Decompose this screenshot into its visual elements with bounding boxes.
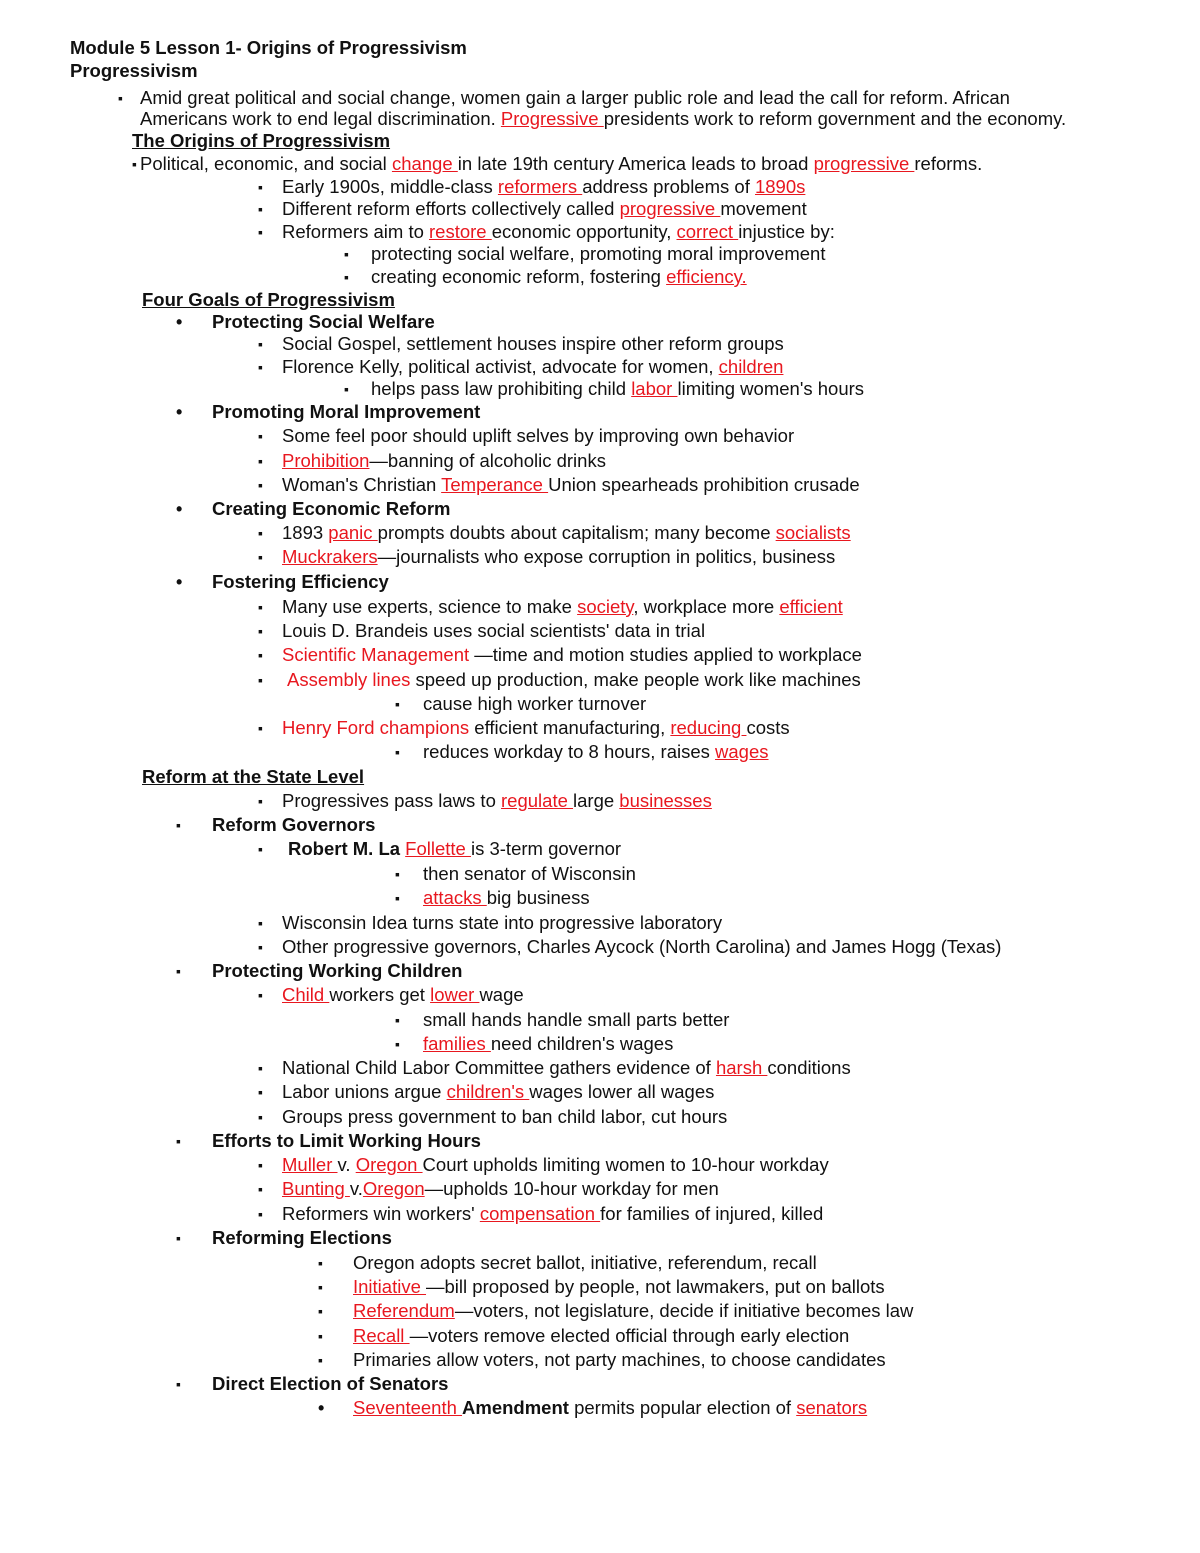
text-line (353, 1349, 886, 1371)
heading-text: Direct Election of Senators (212, 1373, 449, 1394)
fill-in-answer: businesses (619, 790, 712, 811)
fill-in-answer: Follette (405, 838, 471, 859)
text-line (282, 198, 807, 220)
fill-in-answer: Prohibition (282, 450, 370, 471)
text-line (142, 289, 395, 311)
square-bullet-icon: ▪ (258, 1084, 263, 1100)
line-text: speed up production, make people work like machines (415, 669, 861, 690)
line-text: Reformers aim to (282, 221, 430, 242)
line-text: large (573, 790, 620, 811)
fill-in-answer: children's (446, 1081, 530, 1102)
fill-in-answer: labor (631, 378, 678, 399)
line-text: 1893 (282, 522, 329, 543)
square-bullet-icon: ▪ (395, 1036, 400, 1052)
line-text: Louis D. Brandeis uses social scientists' data in trial (282, 620, 706, 641)
line-text: creating economic reform, fostering (371, 266, 667, 287)
square-bullet-icon: ▪ (258, 987, 263, 1003)
square-bullet-icon: ▪ (258, 359, 263, 375)
fill-in-answer: Temperance (441, 474, 549, 495)
line-text: Americans work to end legal discrimination. (140, 108, 501, 129)
line-text: Oregon adopts secret ballot, initiative, referendum, recall (353, 1252, 817, 1273)
heading-text: Reform Governors (212, 814, 376, 835)
line-text: —bill proposed by people, not lawmakers, put on ballots (426, 1276, 885, 1297)
heading-text: Protecting Working Children (212, 960, 463, 981)
line-text: Court upholds limiting women to 10-hour workday (422, 1154, 829, 1175)
line-text: —time and motion studies applied to workplace (474, 644, 862, 665)
line-text: wage (479, 984, 524, 1005)
line-text: prompts doubts about capitalism; many become (377, 522, 776, 543)
fill-in-answer: regulate (501, 790, 574, 811)
text-line (212, 960, 462, 982)
text-line (282, 620, 705, 642)
line-text: Other progressive governors, Charles Aycock (North Carolina) and James Hogg (Texas) (282, 936, 1002, 957)
square-bullet-icon: ▪ (258, 428, 263, 444)
square-bullet-icon: ▪ (258, 201, 263, 217)
line-text: costs (746, 717, 790, 738)
fill-in-answer: attacks (423, 887, 487, 908)
text-line (282, 333, 784, 355)
text-line (140, 87, 1010, 109)
square-bullet-icon: ▪ (258, 1181, 263, 1197)
square-bullet-icon: ▪ (258, 841, 263, 857)
fill-in-answer: Scientific Management (282, 644, 475, 665)
line-text: Woman's Christian (282, 474, 442, 495)
line-text: helps pass law prohibiting child (371, 378, 632, 399)
line-text: reduces workday to 8 hours, raises (423, 741, 716, 762)
fill-in-answer: compensation (479, 1203, 601, 1224)
text-line (132, 130, 390, 152)
square-bullet-icon: ▪ (395, 1012, 400, 1028)
fill-in-answer: Assembly lines (287, 669, 416, 690)
fill-in-answer: panic (328, 522, 378, 543)
line-text: Wisconsin Idea turns state into progressive laboratory (282, 912, 723, 933)
line-text: Primaries allow voters, not party machines, to choose candidates (353, 1349, 886, 1370)
text-line (282, 356, 783, 378)
text-line (212, 1373, 448, 1395)
text-line (282, 984, 524, 1006)
heading-text: The Origins of Progressivism (132, 130, 391, 151)
text-line (282, 546, 835, 568)
square-bullet-icon: ▪ (118, 90, 123, 106)
square-bullet-icon: ▪ (258, 623, 263, 639)
text-line (353, 1325, 849, 1347)
square-bullet-icon: ▪ (132, 156, 137, 172)
text-line (423, 1033, 673, 1055)
heading-text: Protecting Social Welfare (212, 311, 435, 332)
line-text: Some feel poor should uplift selves by improving own behavior (282, 425, 795, 446)
line-text: , workplace more (633, 596, 780, 617)
text-line (353, 1276, 885, 1298)
text-line (212, 814, 375, 836)
text-line (423, 1009, 729, 1031)
fill-in-answer: Progressive (500, 108, 604, 129)
text-line (353, 1300, 913, 1322)
fill-in-answer: senators (796, 1397, 868, 1418)
round-bullet-icon: • (176, 572, 183, 592)
fill-in-answer: progressive (813, 153, 915, 174)
line-text: injustice by: (738, 221, 835, 242)
text-line (282, 596, 843, 618)
square-bullet-icon: ▪ (258, 336, 263, 352)
fill-in-answer: Child (282, 984, 330, 1005)
heading-text: Promoting Moral Improvement (212, 401, 481, 422)
square-bullet-icon: ▪ (318, 1303, 323, 1319)
line-text: cause high worker turnover (423, 693, 647, 714)
text-line (371, 378, 864, 400)
line-text: efficient manufacturing, (474, 717, 671, 738)
text-line (282, 1178, 719, 1200)
fill-in-answer: Seventeenth (353, 1397, 463, 1418)
line-text: Reformers win workers' (282, 1203, 480, 1224)
text-line (282, 644, 862, 666)
text-line (212, 571, 389, 593)
square-bullet-icon: ▪ (395, 744, 400, 760)
text-line (282, 1154, 829, 1176)
square-bullet-icon: ▪ (176, 1376, 181, 1392)
text-line (282, 912, 722, 934)
line-text: reforms. (914, 153, 983, 174)
line-text: protecting social welfare, promoting moral improvement (371, 243, 826, 264)
text-line (423, 693, 646, 715)
line-text: —upholds 10-hour workday for men (424, 1178, 719, 1199)
fill-in-answer: Referendum (353, 1300, 455, 1321)
square-bullet-icon: ▪ (176, 1133, 181, 1149)
fill-in-answer: reducing (670, 717, 747, 738)
page-title: Module 5 Lesson 1- Origins of Progressivism (70, 37, 467, 58)
line-text: small hands handle small parts better (423, 1009, 730, 1030)
text-line (282, 1081, 714, 1103)
square-bullet-icon: ▪ (258, 647, 263, 663)
square-bullet-icon: ▪ (258, 720, 263, 736)
text-line (212, 498, 451, 520)
fill-in-answer: harsh (715, 1057, 768, 1078)
line-text: wages lower all wages (529, 1081, 715, 1102)
text-line (212, 311, 435, 333)
text-line (140, 108, 1066, 130)
fill-in-answer: efficiency. (666, 266, 747, 287)
fill-in-answer: efficient (779, 596, 843, 617)
line-text: Progressives pass laws to (282, 790, 502, 811)
line-text: Labor unions argue (282, 1081, 447, 1102)
text-line (212, 1227, 392, 1249)
text-line (282, 474, 860, 496)
text-line (423, 887, 590, 909)
text-line (282, 717, 790, 739)
text-line (423, 741, 769, 763)
fill-in-answer: Bunting (282, 1178, 350, 1199)
line-text: —banning of alcoholic drinks (369, 450, 606, 471)
fill-in-answer: wages (715, 741, 769, 762)
line-text: workers get (329, 984, 431, 1005)
line-text: v. (349, 1178, 363, 1199)
square-bullet-icon: ▪ (395, 696, 400, 712)
fill-in-answer: society (577, 596, 634, 617)
square-bullet-icon: ▪ (258, 477, 263, 493)
square-bullet-icon: ▪ (176, 1230, 181, 1246)
text-line (282, 221, 835, 243)
square-bullet-icon: ▪ (318, 1328, 323, 1344)
fill-in-answer: Muckrakers (282, 546, 378, 567)
line-text: Early 1900s, middle-class (282, 176, 498, 197)
line-text: then senator of Wisconsin (423, 863, 636, 884)
line-text: v. (337, 1154, 356, 1175)
square-bullet-icon: ▪ (318, 1255, 323, 1271)
line-text: Amid great political and social change, women gain a larger public role and lead the call for reform. African (140, 87, 1010, 108)
square-bullet-icon: ▪ (258, 915, 263, 931)
heading-text: Reforming Elections (212, 1227, 392, 1248)
fill-in-answer: correct (676, 221, 739, 242)
square-bullet-icon: ▪ (258, 525, 263, 541)
line-text: Groups press government to ban child labor, cut hours (282, 1106, 728, 1127)
line-text: for families of injured, killed (600, 1203, 824, 1224)
square-bullet-icon: ▪ (176, 963, 181, 979)
line-text: National Child Labor Committee gathers evidence of (282, 1057, 716, 1078)
round-bullet-icon: • (176, 402, 183, 422)
text-line (142, 766, 364, 788)
square-bullet-icon: ▪ (258, 549, 263, 565)
text-line (288, 838, 621, 860)
page-subtitle: Progressivism (70, 60, 198, 81)
text-line (353, 1397, 867, 1419)
fill-in-answer: reformers (497, 176, 583, 197)
round-bullet-icon: • (318, 1398, 325, 1418)
line-text: conditions (767, 1057, 851, 1078)
line-text: need children's wages (490, 1033, 674, 1054)
text-line (282, 936, 1001, 958)
round-bullet-icon: • (176, 499, 183, 519)
square-bullet-icon: ▪ (258, 224, 263, 240)
text-line (371, 266, 747, 288)
line-text: Union spearheads prohibition crusade (548, 474, 860, 495)
square-bullet-icon: ▪ (258, 793, 263, 809)
square-bullet-icon: ▪ (395, 866, 400, 882)
square-bullet-icon: ▪ (344, 246, 349, 262)
heading-text: Four Goals of Progressivism (142, 289, 395, 310)
line-text: Social Gospel, settlement houses inspire other reform groups (282, 333, 784, 354)
line-text: presidents work to reform government and the economy. (603, 108, 1067, 129)
fill-in-answer: Muller (282, 1154, 338, 1175)
square-bullet-icon: ▪ (258, 1109, 263, 1125)
square-bullet-icon: ▪ (395, 890, 400, 906)
text-line (353, 1252, 817, 1274)
heading-text: Amendment (462, 1397, 569, 1418)
text-line (287, 669, 861, 691)
round-bullet-icon: • (176, 312, 183, 332)
line-text: movement (720, 198, 807, 219)
text-line (212, 1130, 481, 1152)
fill-in-answer: Recall (353, 1325, 410, 1346)
fill-in-answer: change (391, 153, 458, 174)
text-line (282, 522, 851, 544)
text-line (282, 1057, 851, 1079)
fill-in-answer: progressive (619, 198, 721, 219)
fill-in-answer: Oregon (362, 1178, 425, 1199)
heading-text: Reform at the State Level (142, 766, 365, 787)
line-text: —voters, not legislature, decide if initiative becomes law (454, 1300, 914, 1321)
square-bullet-icon: ▪ (258, 672, 263, 688)
text-line (212, 401, 480, 423)
line-text: limiting women's hours (677, 378, 865, 399)
text-line (371, 243, 825, 265)
text-line (282, 425, 794, 447)
text-line (282, 1203, 823, 1225)
square-bullet-icon: ▪ (258, 179, 263, 195)
line-text: Political, economic, and social (140, 153, 392, 174)
text-line (282, 450, 606, 472)
line-text: Many use experts, science to make (282, 596, 578, 617)
square-bullet-icon: ▪ (318, 1352, 323, 1368)
fill-in-answer: restore (429, 221, 492, 242)
heading-text: Robert M. La (288, 838, 406, 859)
square-bullet-icon: ▪ (258, 453, 263, 469)
heading-text: Creating Economic Reform (212, 498, 451, 519)
line-text: big business (486, 887, 590, 908)
text-line (423, 863, 636, 885)
square-bullet-icon: ▪ (258, 939, 263, 955)
square-bullet-icon: ▪ (318, 1279, 323, 1295)
line-text: economic opportunity, (491, 221, 677, 242)
text-line (282, 176, 805, 198)
line-text: address problems of (582, 176, 755, 197)
square-bullet-icon: ▪ (258, 1206, 263, 1222)
line-text: in late 19th century America leads to broad (457, 153, 814, 174)
fill-in-answer: Initiative (353, 1276, 427, 1297)
line-text: —journalists who expose corruption in politics, business (377, 546, 836, 567)
fill-in-answer: 1890s (754, 176, 806, 197)
square-bullet-icon: ▪ (258, 599, 263, 615)
line-text: Florence Kelly, political activist, advocate for women, (282, 356, 719, 377)
fill-in-answer: families (423, 1033, 491, 1054)
square-bullet-icon: ▪ (258, 1157, 263, 1173)
heading-text: Efforts to Limit Working Hours (212, 1130, 481, 1151)
square-bullet-icon: ▪ (258, 1060, 263, 1076)
fill-in-answer: lower (430, 984, 480, 1005)
fill-in-answer: Henry Ford champions (282, 717, 475, 738)
text-line (282, 1106, 727, 1128)
square-bullet-icon: ▪ (176, 817, 181, 833)
line-text: permits popular election of (568, 1397, 797, 1418)
line-text: —voters remove elected official through early election (409, 1325, 850, 1346)
square-bullet-icon: ▪ (344, 269, 349, 285)
text-line (282, 790, 712, 812)
fill-in-answer: Oregon (355, 1154, 423, 1175)
heading-text: Fostering Efficiency (212, 571, 389, 592)
line-text: Different reform efforts collectively called (282, 198, 620, 219)
fill-in-answer: socialists (775, 522, 851, 543)
fill-in-answer: children (718, 356, 784, 377)
text-line (140, 153, 982, 175)
line-text: is 3-term governor (470, 838, 622, 859)
square-bullet-icon: ▪ (344, 381, 349, 397)
